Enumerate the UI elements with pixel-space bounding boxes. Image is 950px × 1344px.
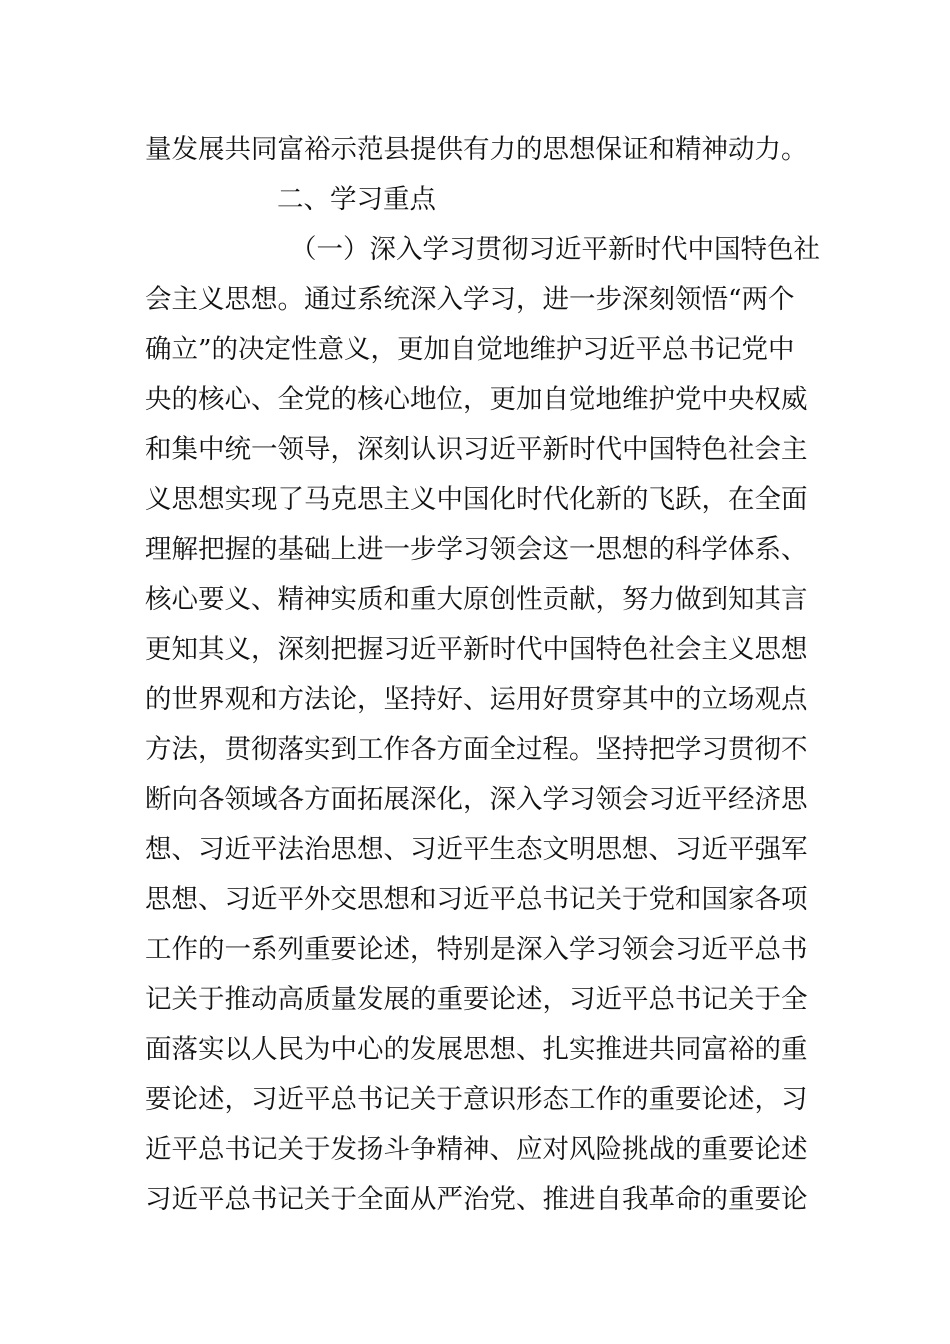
text-line: 近平总书记关于发扬斗争精神、应对风险挑战的重要论述 [145, 1134, 808, 1165]
text-line: 思想、习近平外交思想和习近平总书记关于党和国家各项 [145, 884, 808, 915]
text-line: 义思想实现了马克思主义中国化时代化新的飞跃，在全面 [145, 484, 808, 515]
text-line: 要论述，习近平总书记关于意识形态工作的重要论述，习 [145, 1084, 808, 1115]
text-line: 确立”的决定性意义，更加自觉地维护习近平总书记党中 [145, 334, 795, 365]
text-line: 央的核心、全党的核心地位，更加自觉地维护党中央权威 [145, 384, 808, 415]
text-line: 想、习近平法治思想、习近平生态文明思想、习近平强军 [145, 834, 808, 865]
text-line: 会主义思想。通过系统深入学习，进一步深刻领悟“两个 [145, 284, 795, 315]
text-line: 记关于推动高质量发展的重要论述，习近平总书记关于全 [145, 984, 808, 1015]
section-heading: 二、学习重点 [277, 184, 436, 215]
text-line: 面落实以人民为中心的发展思想、扎实推进共同富裕的重 [145, 1034, 808, 1065]
text-line: 量发展共同富裕示范县提供有力的思想保证和精神动力。 [145, 134, 808, 165]
text-line: 理解把握的基础上进一步学习领会这一思想的科学体系、 [145, 534, 808, 565]
text-line: 断向各领域各方面拓展深化，深入学习领会习近平经济思 [145, 784, 808, 815]
text-line: 核心要义、精神实质和重大原创性贡献，努力做到知其言 [145, 584, 808, 615]
text-line: 的世界观和方法论，坚持好、运用好贯穿其中的立场观点 [145, 684, 808, 715]
text-line: 和集中统一领导，深刻认识习近平新时代中国特色社会主 [145, 434, 808, 465]
text-line: 方法，贯彻落实到工作各方面全过程。坚持把学习贯彻不 [145, 734, 808, 765]
subsection-heading: （一）深入学习贯彻习近平新时代中国特色社 [290, 234, 820, 265]
text-line: 工作的一系列重要论述，特别是深入学习领会习近平总书 [145, 934, 808, 965]
text-line: 更知其义，深刻把握习近平新时代中国特色社会主义思想 [145, 634, 808, 665]
text-line: 习近平总书记关于全面从严治党、推进自我革命的重要论 [145, 1184, 808, 1215]
